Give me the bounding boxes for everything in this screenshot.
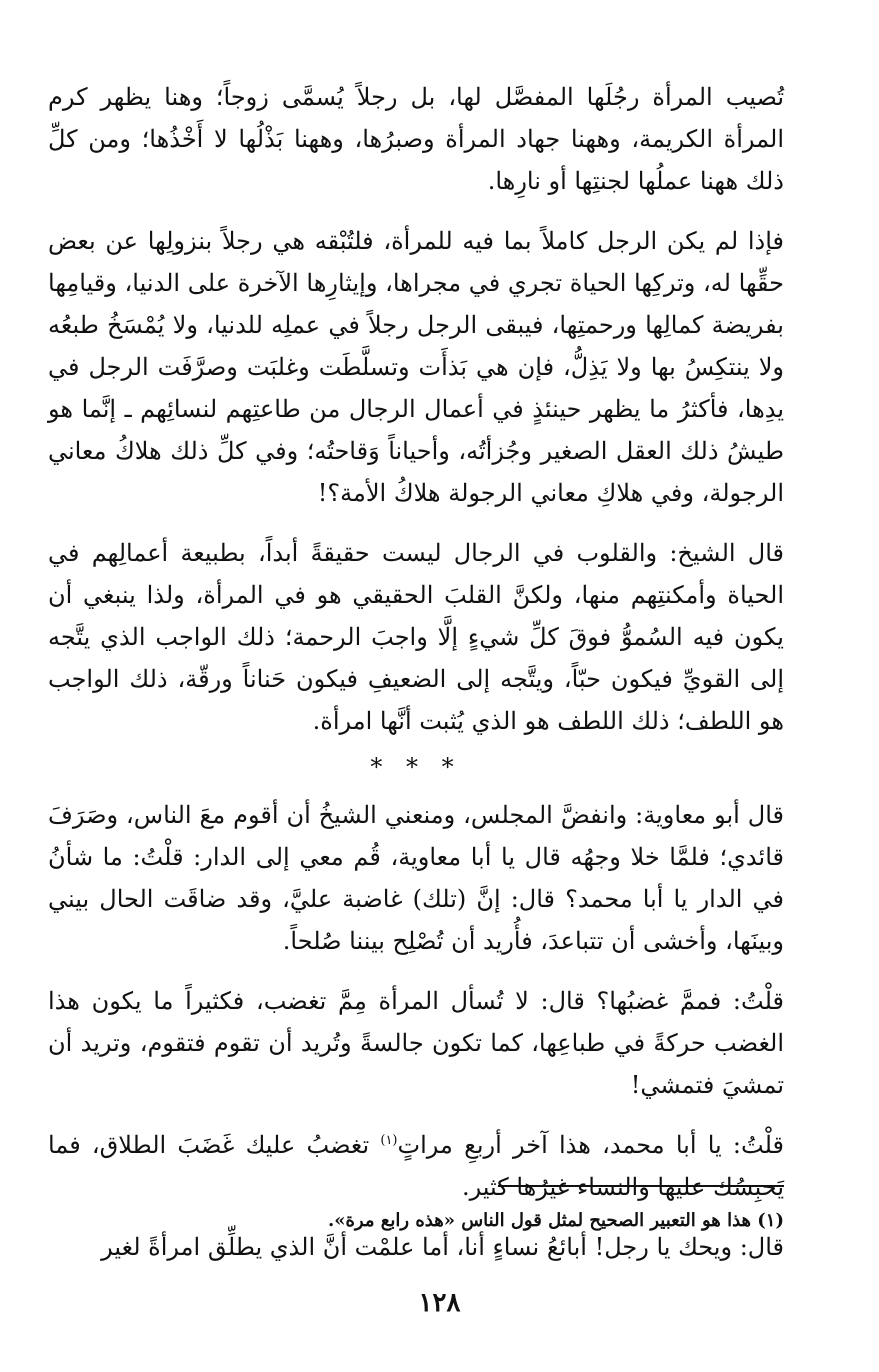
section-separator: * * *: [370, 753, 462, 781]
paragraph-gap: [48, 1106, 784, 1124]
paragraph-gap: [48, 962, 784, 980]
paragraph-6-text-start: قلْتُ: يا أبا محمد، هذا آخر أربعِ مراتٍ: [397, 1131, 784, 1159]
page-number: ١٢٨: [418, 1288, 461, 1318]
paragraph-4: قال أبو معاوية: وانفضَّ المجلس، ومنعني الشيخُ أن أقوم معَ الناس، وصَرَفَ قائدي؛ فلمَّا خلا وجهُه قال يا أبا معاوية، قُم معي إلى الدار: قلْتُ: ما شأنُ في الدار يا أبا محمد؟ قال: إنَّ (تلك) غاضبة عليَّ، وقد ضاقَت الحال بيني وبينَها، وأخشى أن تتباعدَ، فأُريد أن تُصْلِح بيننا صُلحاً.: [48, 801, 784, 955]
paragraph-2: فإذا لم يكن الرجل كاملاً بما فيه للمرأة، فلتُبْقه هي رجلاً بنزولِها عن بعض حقِّها له، وتركِها الحياة تجري في مجراها، وإيثارِها الآخرة على الدنيا، وقيامِها بفريضة كمالِها ورحمتِها، فيبقى الرجل رجلاً في عملِه للدنيا، ولا يُمْسَخُ طبعُه ولا ينتكِسُ بها ولا يَذِلُّ، فإن هي بَذأَت وتسلَّطَت وغلبَت وصرَّفَت الرجل في يدِها، فأكثرُ ما يظهر حينئذٍ في أعمال الرجال من طاعتِهم لنسائِهم ـ إنَّما هو طيشُ ذلك العقل الصغير وجُزأتُه، وأحياناً وَقاحتُه؛ وفي كلِّ ذلك هلاكُ معاني الرجولة، وفي هلاكِ معاني الرجولة هلاكُ الأمة؟!: [48, 227, 784, 507]
paragraph-3: قال الشيخ: والقلوب في الرجال ليست حقيقةً أبداً، بطبيعة أعمالِهم في الحياة وأمكنتِهم منها، ولكنَّ القلبَ الحقيقي هو في المرأة، ولذا ينبغي أن يكون فيه السُموُّ فوقَ كلِّ شيءٍ إلَّا واجبَ الرحمة؛ ذلك الواجب الذي يتَّجه إلى القويِّ فيكون حبّاً، ويتَّجه إلى الضعيفِ فيكون حَناناً ورقّة، ذلك الواجب هو اللطف؛ ذلك اللطف هو الذي يُثبت أنَّها امرأة.: [48, 539, 784, 735]
paragraph-6-text-end: تغضبُ عليك غَضَبَ الطلاق، فما يَحبِسُك عليها والنساء غيرُها كثير.: [48, 1131, 784, 1201]
footnote-reference: (١): [380, 1133, 398, 1148]
paragraph-gap: [48, 202, 784, 220]
footnote: (١) هذا هو التعبير الصحيح لمثل قول الناس «هذه رابع مرة».: [327, 1210, 784, 1231]
footnote-divider: [498, 1185, 784, 1187]
paragraph-5: قلْتُ: فممَّ غضبُها؟ قال: لا تُسأل المرأة مِمَّ تغضب، فكثيراً ما يكون هذا الغضب حركةً في طباعِها، كما تكون جالسةً وتُريد أن تقوم فتقوم، وتريد أن تمشيَ فتمشي!: [48, 987, 784, 1099]
paragraph-1: تُصيب المرأة رجُلَها المفصَّل لها، بل رجلاً يُسمَّى زوجاً؛ وهنا يظهر كرم المرأة الكريمة، وههنا جهاد المرأة وصبرُها، وههنا بَذْلُها لا أَخْذُها؛ ومن كلِّ ذلك ههنا عملُها لجنتِها أو نارِها.: [48, 83, 784, 195]
paragraph-6: [48, 1124, 784, 1208]
paragraph-7: قال: ويحك يا رجل! أبائعُ نساءٍ أنا، أما علمْت أنَّ الذي يطلِّق امرأةً لغير: [101, 1233, 784, 1261]
paragraph-gap: [48, 514, 784, 532]
page-body: [48, 76, 784, 1372]
